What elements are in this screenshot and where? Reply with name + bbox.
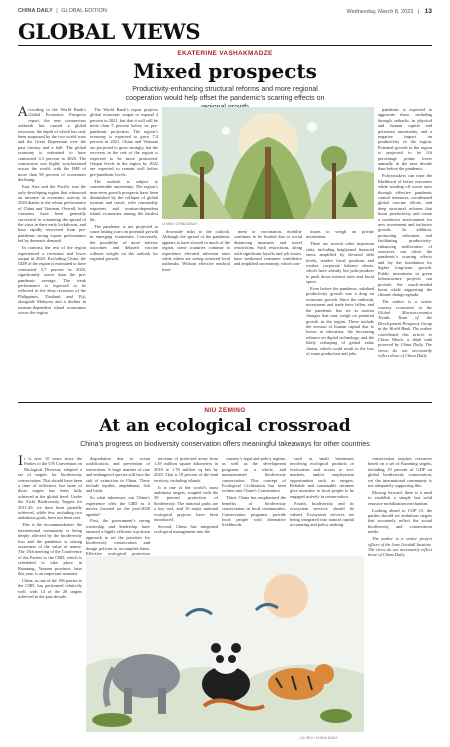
article2-drop-cap: I [18, 454, 24, 469]
article2-author-bio: The author is a senior project officer of the Jane Goodall Institute. The views do not necessarily reflect those of China Daily. [368, 536, 432, 558]
header-left: CHINA DAILY | GLOBAL EDITION [18, 8, 107, 14]
section-rule [18, 45, 432, 46]
article1-col2-p1: The World Bank’s report projects global economic output to expand 4 percent in 2021, but that it will still be more than 5 percent below its pre-pandemic projection. The region’s economy is expected to grow 7.4 percent in 2021. China and Vietnam are projected to grow strongly, but the recovery in the rest of the region is expected to be more protracted. Output levels in the region by 2022 are expected to remain well below pre-pandemic levels. [90, 107, 158, 177]
article2-col3-p2: It is one of the world’s most ambitious targets, coupled with the 30 percent protection of biodiversity. The national parks are a key tool, and 10 major national ecological projects have been introduced. [154, 484, 218, 522]
article2-col1-p2: This is the recommendation: the international community is being deeply affected by the biodiversity loss and the pandemic is raising awareness of the value of nature. The 15th meeting of the Conference of the Parties to the CBD, which is scheduled to take place in Kunming, Yunnan province, later this year, is an important moment. [18, 522, 82, 577]
article2-col4-p2: Third, China has emphasized the benefits of biodiversity conservation in local communities. Conservation programs provide local people with alternative livelihoods [222, 495, 286, 528]
issue-date: Wednesday, March 8, 2023 [346, 9, 414, 15]
article1-col1-p3: In contrast, the rest of the region experienced a recession and lower output in 2020. Excluding China, the GDP of the region is estimated to have contracted 3.7 percent in 2020, significantly worse than the pre-pandemic average. The weak performance is expected to be reflected in the deep recession of the Philippines, Thailand and Fiji, alongside Malaysia and a decline in tourism-dependent island economies across the region. [18, 245, 86, 316]
article2-col3-p1: increase of protected areas from 1.49 million square kilometers in 2010 to 1.76 million sq km by 2020. That is 18 percent of the land territory, including islands. [154, 456, 218, 483]
article2-col2-p2: So what takeaways can China’s experience offer the CBD as it moves forward on the post-2020 agenda? [86, 495, 150, 517]
page-header [18, 6, 432, 18]
article1-column-3b [234, 229, 302, 397]
article2-column-3 [154, 456, 218, 552]
article1-illustration-credit: LI MIN / CHINA DAILY [162, 222, 198, 226]
article2-col6-p1: conservation requires resources based on a set of Kunming targets, including 10 percent of GDP on global biodiversity conservation, yet the international community is not adequately supporting this. [368, 456, 432, 489]
article2-byline: NIU ZEMING [204, 407, 246, 414]
article1-column-4 [306, 229, 374, 397]
article2-col5-p1: such as small businesses involving ecological products or ecotourism and access to eco-markets, and/or employment opportunities such as rangers. Reliable and sustainable incomes give incentive to local people to be engaged actively in conservation. [290, 456, 354, 499]
article2-illustration-credit: LIU RUI / CHINA DAILY [300, 736, 338, 740]
article1-col1-p2: East Asia and the Pacific was the only developing region that witnessed an increase in economic activity in 2020 thanks to the robust performance of China and Vietnam. Overall, both countries have been generally successful in containing the spread of the virus in their early lockdowns, and have rapidly recovered from pre-pandemic strong export performance led by domestic demand. [18, 184, 86, 244]
article1-column-5 [378, 107, 432, 397]
article2-headline: At an ecological crossroad [99, 416, 351, 436]
article2-col2-p1: degradation due to ocean acidification, and prevention of extinctions. A large number of rare and endangered species still face the risk of extinction in China. These include reptiles, amphibians, fish and birds. [86, 456, 151, 494]
article1-col3-p1: downside risks to the outlook. Although the spread of the pandemic appears to have slowed in much of the region, some countries continue to experience elevated infection rates while others are seeing renewed local outbreaks. Without effective medical treat- [162, 229, 230, 272]
header-right: Wednesday, March 8, 2023 | 13 [346, 8, 432, 15]
article2-col1-p3: China, as one of the 196 parties to the CBD, has performed relatively well, with 14 of the 20 targets achieved in the past decade. [18, 577, 82, 600]
article1-col4-p1: tinues to weigh on private investment. [306, 229, 374, 240]
article2-column-5 [290, 456, 354, 552]
article2-column-1 [18, 456, 82, 739]
article2-column-2 [86, 456, 151, 556]
article1-col1-p1: ccording to the World Bank’s Global Economic Prospects report, the new coronavirus outbreak has caused a global recession, the depth of which has only been surpassed by the two world wars and the Great Depression over the past century and a half. The global economy is estimated to have contracted 4.3 percent in 2020. The contraction was highly synchronized across the world, with the IMF of more than 90 percent of economies declining. [18, 107, 86, 183]
article1-col5-p2: Policymakers can raise the likelihood of better outcomes while warding off worse ones through effective pandemic control measures, coordinated global vaccine efforts, and deep structural reforms that boost productivity and create a conducive environment for new investment and inclusive growth. In addition, promoting education and facilitating productivity-enhancing reallocation of resources can offset the pandemic’s scarring effects and lay the foundation for higher long-term growth. Public investment in green infrastructure projects can provide the much-needed boost while supporting the climate change agenda. [378, 173, 432, 298]
article2-col4-p1: country’s legal and policy regime, as well as the development programs as a whole, and mainstreamed biodiversity conservation. This concept of Ecological Civilization has been written into China’s Constitution. [222, 456, 286, 494]
article2-col6-p3: Looking ahead to COP 15, the parties should set ambitious targets that accurately reflect the actual biodiversity and conservation needs. [368, 507, 432, 535]
article1-col2-p3: The pandemic is not projected to cause lasting scars on potential growth in emerging economies. Conversely, the possibility of more adverse outcomes and delayed vaccine rollouts weighs on the outlook for regional growth. [90, 223, 158, 261]
article2-deck: China’s progress on biodiversity conservation offers meaningful takeaways for other countries [80, 441, 370, 448]
article1-col4-p2: There are several other important risks, including heightened financial stress amplified by elevated debt levels, weaker fiscal positions and weaker corporate balance sheets, which have already led policymakers to push down interest rates and fiscal space. [306, 241, 374, 285]
article2-col6-p2: Moving forward, there is a need to establish a simple but solid resource mobilization mechanism. [368, 489, 432, 506]
article1-drop-cap: A [18, 105, 28, 120]
article1-deck: Productivity-enhancing structural reforms and more regional cooperation would help offset the pandemic’s scarring effects on [125, 86, 325, 102]
article1-column-2 [90, 107, 158, 397]
page-number: 13 [424, 8, 432, 15]
article1-col3-p2: ment or vaccination, mobility continues to be limited due to social distancing measures and travel restrictions. Such restrictions, along with significant layoffs and job losses, have weakened consumer confidence and amplified uncertainty, which con- [234, 229, 302, 267]
article1-col4-p3: Even before the pandemic, subdued productivity growth was a drag on economic growth. Since the outbreak, investment and trade have fallen, and the pandemic has set in motion changes that may weigh on potential growth in the region. These include the erosion of human capital due to losses in education, the increasing reliance on digital technology, and the likely reshaping of global value chains, which could result in the loss of some production and jobs. [306, 286, 374, 356]
article1-col2-p2: The outlook is subject to considerable uncertainty. The region’s near-term growth prospects have been diminished by the collapse of global tourism and travel, with commodity exporters and tourism-dependent island economies among the hardest hit. [90, 178, 158, 222]
article1-byline: EKATERINE VASHAKMADZE [177, 50, 273, 57]
article1-author-bio: The author is a senior country economist in the Global Macroeconomics Trends Team of the Development Prospects Group at the World Bank. The author contributed this article to China Watch, a think tank powered by China Daily. The views do not necessarily reflect those of China Daily. [378, 299, 432, 359]
article2-col1-p1: t is now 10 years since the Parties to the UN Convention on Biological Diversity adopted a set of targets for biodiversity conservation. This should have been a time of reflection, but none of those targets has been fully achieved at the global level. Under the Aichi Biodiversity Targets for 2011-20, we have been partially achieved, while few, including two ambitious goals, have not been met. [18, 456, 82, 521]
growth-landscape-illustration [162, 107, 374, 219]
article2-col3-p3: Second, China has integrated ecological management into the [154, 523, 218, 535]
article2-col5-p2: Fourth, biodiversity and its ecosystem services should be valued. Ecosystem services are being integrated into natural capital accounting and policy making. [290, 500, 354, 528]
article2-col2-p3: First, the government’s strong ownership and leadership have ensured a highly efficient top-down approach to set the priorities for biodiversity conservation and design policies to accomplish them. Effective ecological protection [86, 518, 150, 556]
article2-illustration [86, 556, 364, 732]
article1-headline: Mixed prospects [133, 59, 317, 83]
wildlife-illustration [86, 556, 364, 732]
section-title: GLOBAL VIEWS [18, 19, 200, 44]
article1-illustration [162, 107, 374, 219]
article1-column-1 [18, 107, 86, 397]
article1-column-3 [162, 229, 230, 397]
article-divider [18, 402, 432, 403]
article1-col5-p1: pandemic is expected to aggravate these, including through setbacks in physical and human capital and persistent uncertainty, and a negative impact on productivity in the region. Potential growth in the region is projected to be 0.6 percentage points lower annually in the next decade than before the pandemic. [378, 107, 432, 172]
paper-name: CHINA DAILY [18, 8, 53, 14]
edition-label: GLOBAL EDITION [61, 8, 107, 14]
article2-column-4 [222, 456, 286, 552]
article2-column-6 [368, 456, 432, 739]
